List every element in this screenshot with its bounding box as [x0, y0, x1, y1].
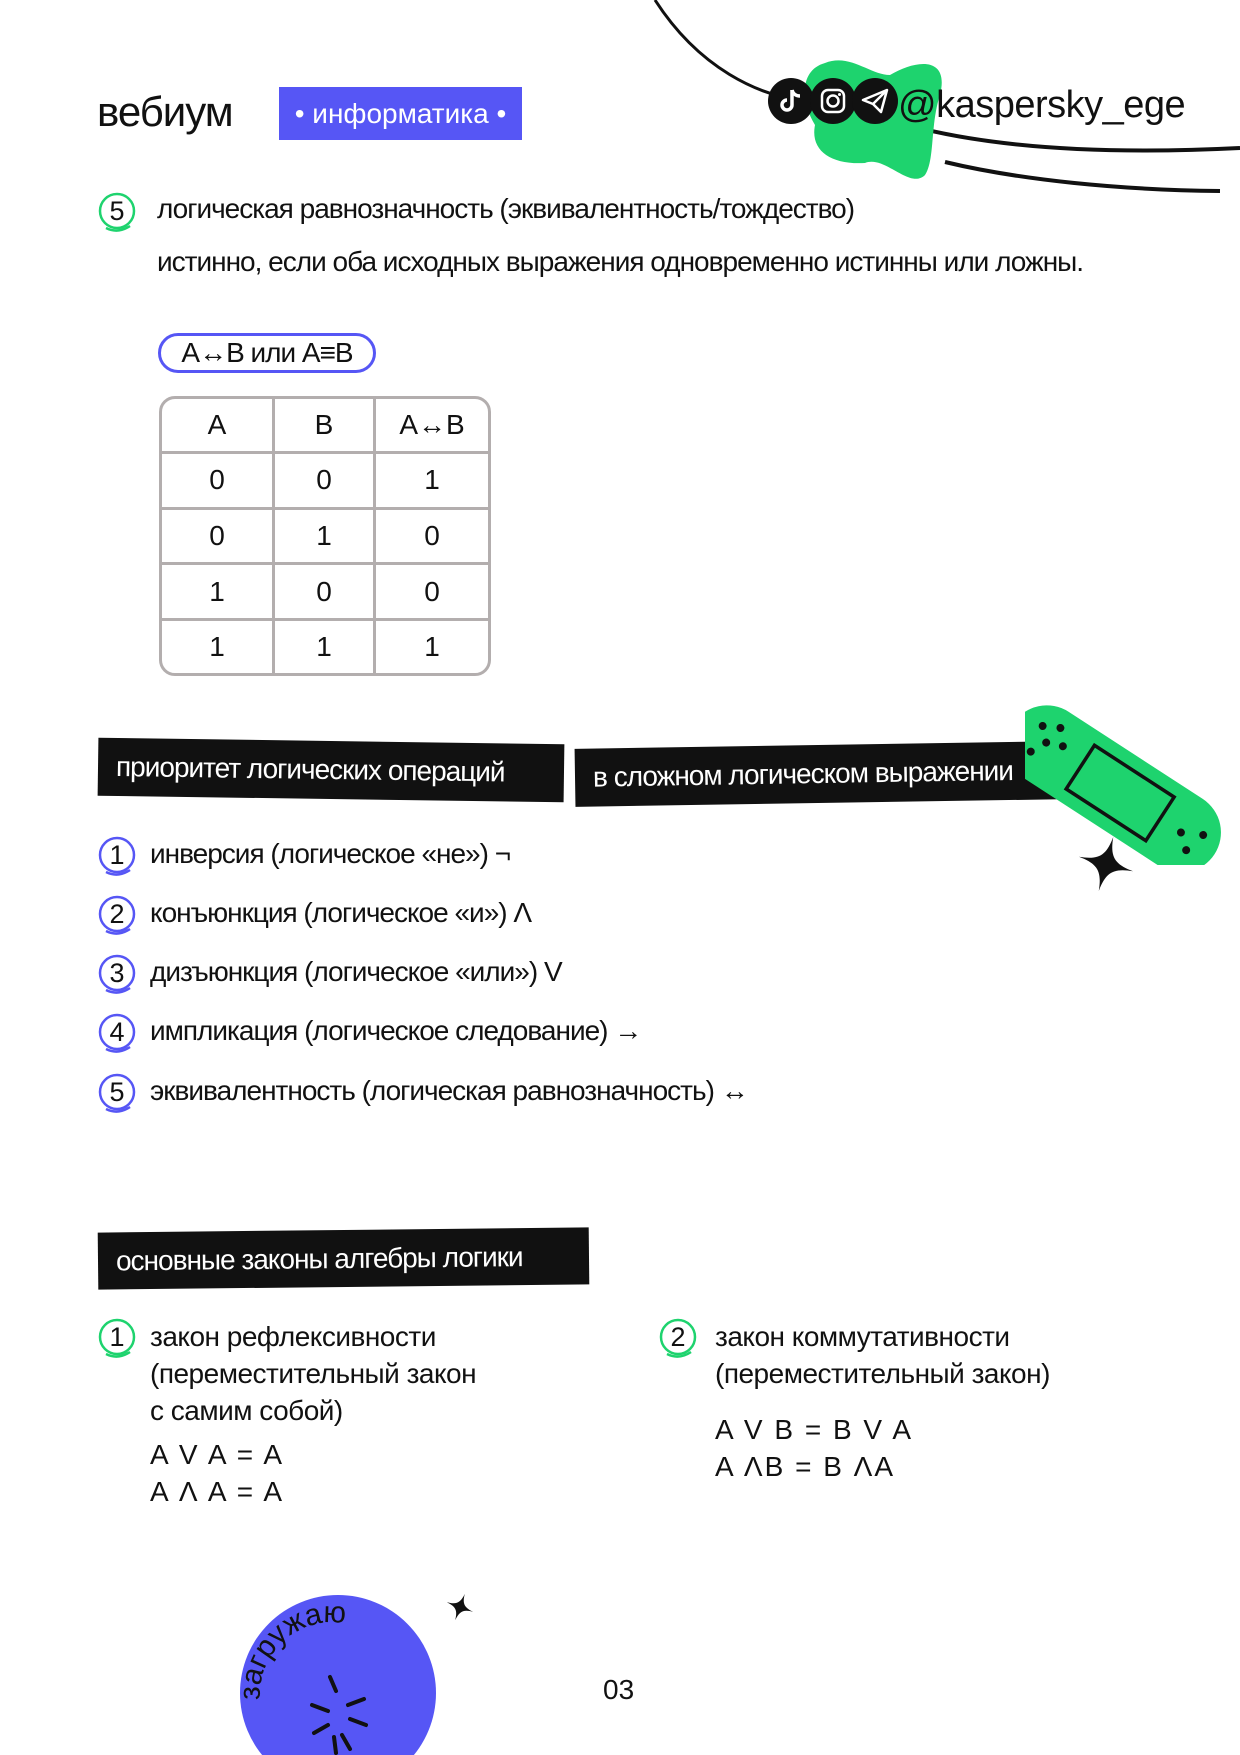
table-header-cell: A↔B: [375, 399, 489, 452]
sticker-text: загружаю: [233, 1596, 347, 1701]
number-badge: 5: [98, 1073, 136, 1111]
law-equations: [150, 1436, 284, 1510]
priority-item-text: эквивалентность (логическая равнозначность) ↔: [150, 1075, 748, 1106]
priority-item-text: импликация (логическое следование) →: [150, 1015, 642, 1046]
table-cell: 0: [274, 452, 375, 508]
priority-banner-part1: приоритет логических операций: [98, 738, 565, 803]
priority-banner-part2: в сложном логическом выражении: [575, 741, 1068, 807]
table-cell: 1: [274, 508, 375, 564]
law-equations: [715, 1411, 913, 1485]
social-handle[interactable]: @kaspersky_ege: [898, 84, 1186, 126]
equivalence-formula: A↔B или A≡B: [158, 333, 376, 373]
small-sparkle-icon: [446, 1593, 474, 1621]
law-equation: A ΛB = B ΛA: [715, 1451, 896, 1482]
number-badge: 4: [98, 1013, 136, 1051]
sparkle-star-icon: [1078, 836, 1134, 892]
number-badge: 1: [98, 1318, 136, 1356]
loading-sticker: [230, 1595, 440, 1755]
page-number: 03: [603, 1674, 635, 1705]
law-equation: A V A = A: [150, 1439, 284, 1470]
telegram-icon[interactable]: [852, 78, 898, 124]
number-badge: 2: [98, 895, 136, 933]
number-badge: 1: [98, 836, 136, 874]
laws-banner: основные законы алгебры логики: [98, 1227, 590, 1289]
priority-item-text: инверсия (логическое «не») ¬: [150, 838, 511, 869]
brand-logo: вебиум: [97, 88, 233, 135]
table-row: [162, 508, 488, 564]
table-header-cell: A: [162, 399, 274, 452]
table-cell: 1: [162, 620, 274, 673]
law-title-line: с самим собой): [150, 1395, 343, 1426]
table-header-row: [162, 399, 488, 452]
truth-table: [159, 396, 491, 676]
equivalence-description: истинно, если оба исходных выражения одновременно истинны или ложны.: [157, 246, 1084, 277]
table-cell: 1: [375, 452, 489, 508]
table-cell: 1: [162, 564, 274, 620]
number-badge: 5: [98, 192, 136, 230]
table-row: [162, 620, 488, 673]
table-cell: 1: [375, 620, 489, 673]
law-title: [715, 1318, 1050, 1392]
law-equation: A V B = B V A: [715, 1414, 913, 1445]
table-row: [162, 452, 488, 508]
social-icons: [768, 78, 898, 124]
table-header-cell: B: [274, 399, 375, 452]
table-cell: 0: [274, 564, 375, 620]
instagram-icon[interactable]: [810, 78, 856, 124]
tiktok-icon[interactable]: [768, 78, 814, 124]
law-title-line: (переместительный закон): [715, 1358, 1050, 1389]
priority-item-text: дизъюнкция (логическое «или») V: [150, 956, 562, 987]
law-title: [150, 1318, 476, 1429]
subject-tag: • информатика •: [279, 87, 522, 140]
law-item: [98, 1318, 578, 1518]
table-row: [162, 564, 488, 620]
law-title-line: закон коммутативности: [715, 1321, 1010, 1352]
table-cell: 0: [375, 508, 489, 564]
table-cell: 1: [274, 620, 375, 673]
table-cell: 0: [162, 508, 274, 564]
law-equation: A Λ A = A: [150, 1476, 285, 1507]
table-cell: 0: [162, 452, 274, 508]
number-badge: 2: [659, 1318, 697, 1356]
priority-item-text: конъюнкция (логическое «и») Λ: [150, 897, 532, 928]
number-badge: 3: [98, 954, 136, 992]
law-title-line: (переместительный закон: [150, 1358, 477, 1389]
equivalence-title: логическая равнозначность (эквивалентность/тождество): [157, 193, 855, 224]
law-item: [659, 1318, 1119, 1488]
table-cell: 0: [375, 564, 489, 620]
law-title-line: закон рефлексивности: [150, 1321, 436, 1352]
